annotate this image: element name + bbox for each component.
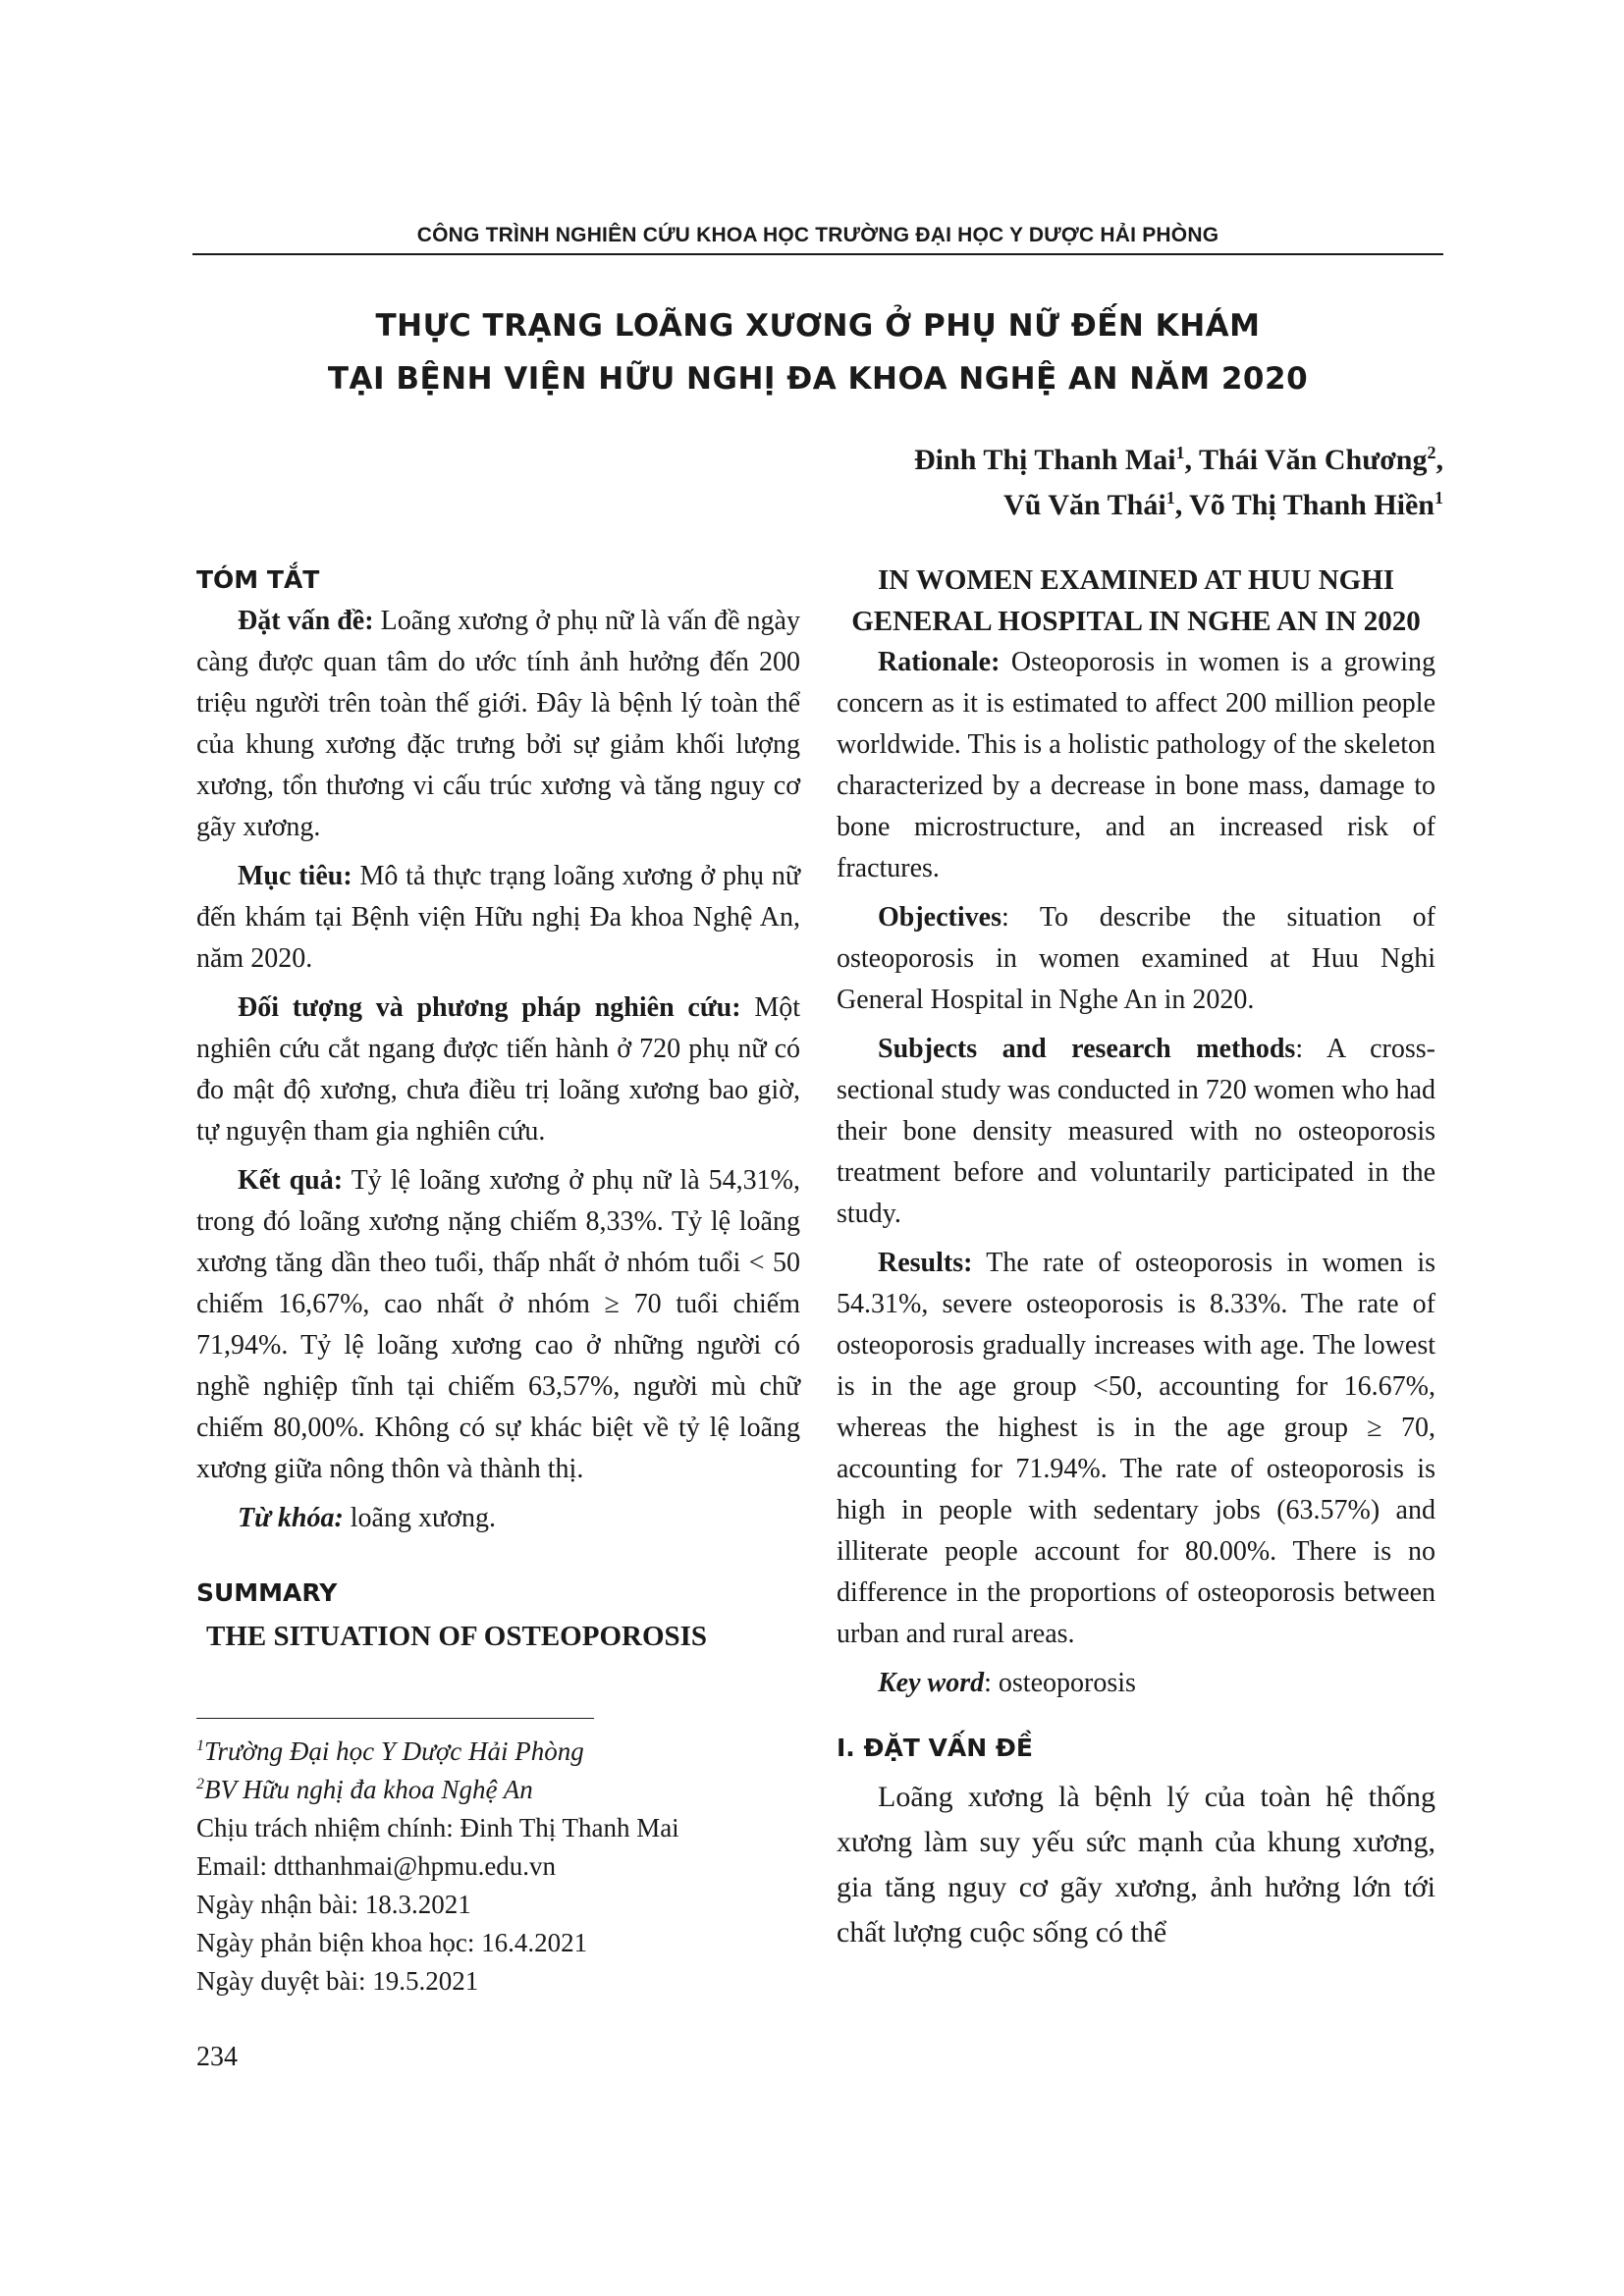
header-rule — [192, 253, 1443, 255]
intro-paragraph: Loãng xương là bệnh lý của toàn hệ thống xương làm suy yếu sức mạnh của khung xương, gia tăng nguy cơ gãy xương, ảnh hưởng lớn tới chất lượng cuộc sống có thể — [837, 1781, 1435, 1949]
en-abstract-methods — [837, 1029, 1435, 1235]
para-label: Kết quả: — [238, 1165, 344, 1196]
para-text: : To describe the situation of osteoporosis in women examined at Huu Nghi General Hospital in Nghe An in 2020. — [837, 902, 1435, 1015]
footnote-email: Email: dtthanhmai@hpmu.edu.vn — [196, 1851, 557, 1881]
left-column — [196, 560, 800, 1657]
footnote-rule — [196, 1718, 594, 1719]
vn-abstract-results — [196, 1160, 800, 1490]
author-list — [914, 438, 1443, 528]
vn-abstract-heading: TÓM TẮT — [196, 565, 320, 594]
running-header: CÔNG TRÌNH NGHIÊN CỨU KHOA HỌC TRƯỜNG ĐẠI HỌC Y DƯỢC HẢI PHÒNG — [416, 224, 1219, 246]
keyword-label: Key word — [878, 1668, 985, 1698]
en-abstract-objectives — [837, 897, 1435, 1021]
footnote-review-date: Ngày phản biện khoa học: 16.4.2021 — [196, 1928, 588, 1957]
keyword-text: loãng xương. — [343, 1503, 496, 1533]
affiliation-mark: 1 — [1175, 443, 1185, 462]
vn-abstract-objectives — [196, 856, 800, 980]
author-name: Đinh Thị Thanh Mai — [914, 444, 1176, 476]
author-name: , Thái Văn Chương — [1184, 444, 1428, 476]
footnote-affiliation-2 — [196, 1771, 800, 1809]
para-text: The rate of osteoporosis in women is 54.31%, severe osteoporosis is 8.33%. The rate of osteoporosis gradually increases with age. The lowest is in the age group <50, accounting for 16.67%, whereas the highest is in the age group ≥ 70, accounting for 71.94%. The rate of osteoporosis is high in people with sedentary jobs (63.57%) and illiterate people account for 80.00%. There is no difference in the proportions of osteoporosis between urban and rural areas. — [837, 1248, 1435, 1649]
vn-abstract-keywords — [196, 1498, 800, 1539]
keyword-label: Từ khóa: — [238, 1503, 344, 1533]
affiliation-mark: 2 — [1427, 443, 1436, 462]
affiliation-mark: 1 — [1165, 488, 1175, 507]
keyword-text: : osteoporosis — [984, 1668, 1136, 1698]
para-label: Mục tiêu: — [238, 861, 352, 891]
vn-abstract-methods — [196, 988, 800, 1152]
footnote-corresponding-author: Chịu trách nhiệm chính: Đinh Thị Thanh Mai — [196, 1813, 679, 1842]
author-separator: , — [1435, 444, 1443, 476]
en-abstract-title-part-2: IN WOMEN EXAMINED AT HUU NGHI GENERAL HOSPITAL IN NGHE AN IN 2020 — [851, 564, 1421, 637]
footnote-accepted-date: Ngày duyệt bài: 19.5.2021 — [196, 1966, 479, 1996]
para-label: Objectives — [878, 902, 1001, 933]
title-line-2: TẠI BỆNH VIỆN HỮU NGHỊ ĐA KHOA NGHỆ AN NĂM 2020 — [327, 361, 1309, 397]
intro-heading: I. ĐẶT VẤN ĐỀ — [837, 1734, 1033, 1762]
en-abstract-results — [837, 1243, 1435, 1655]
en-abstract-keywords — [837, 1663, 1435, 1704]
footnotes — [196, 1733, 800, 2001]
para-text: Tỷ lệ loãng xương ở phụ nữ là 54,31%, trong đó loãng xương nặng chiếm 8,33%. Tỷ lệ loãng xương tăng dần theo tuổi, thấp nhất ở nhóm tuổi < 50 chiếm 16,67%, cao nhất ở nhóm ≥ 70 tuổi chiếm 71,94%. Tỷ lệ loãng xương cao ở những người có nghề nghiệp tĩnh tại chiếm 63,57%, người mù chữ chiếm 80,00%. Không có sự khác biệt về tỷ lệ loãng xương giữa nông thôn và thành thị. — [196, 1165, 801, 1484]
authors-line-1 — [914, 438, 1443, 483]
para-text: Một nghiên cứu cắt ngang được tiến hành ở 720 phụ nữ có đo mật độ xương, chưa điều trị loãng xương bao giờ, tự nguyện tham gia nghiên cứu. — [196, 992, 800, 1147]
en-abstract-title-part-1: THE SITUATION OF OSTEOPOROSIS — [206, 1621, 708, 1652]
page-number: 234 — [196, 2042, 238, 2072]
para-label: Rationale: — [878, 647, 1001, 677]
title-line-1: THỰC TRẠNG LOÃNG XƯƠNG Ở PHỤ NỮ ĐẾN KHÁM — [375, 308, 1261, 344]
footnote-mark: 2 — [196, 1776, 204, 1792]
en-abstract-rationale — [837, 642, 1435, 889]
footnote-affiliation-1 — [196, 1733, 800, 1771]
author-name: Vũ Văn Thái — [1003, 489, 1166, 521]
para-label: Results: — [878, 1248, 973, 1278]
authors-line-2 — [914, 483, 1443, 528]
para-text: Mô tả thực trạng loãng xương ở phụ nữ đến khám tại Bệnh viện Hữu nghị Đa khoa Nghệ An, năm 2020. — [196, 861, 800, 974]
footnote-text: Trường Đại học Y Dược Hải Phòng — [204, 1736, 584, 1766]
para-text: : A cross-sectional study was conducted in 720 women who had their bone density measured with no osteoporosis treatment before and voluntarily participated in the study. — [837, 1034, 1436, 1229]
para-label: Đối tượng và phương pháp nghiên cứu: — [238, 992, 741, 1023]
footnote-mark: 1 — [196, 1737, 204, 1754]
affiliation-mark: 1 — [1435, 488, 1443, 507]
footnote-received-date: Ngày nhận bài: 18.3.2021 — [196, 1890, 471, 1919]
para-text: Loãng xương ở phụ nữ là vấn đề ngày càng được quan tâm do ước tính ảnh hưởng đến 200 triệu người trên toàn thế giới. Đây là bệnh lý toàn thể của khung xương đặc trưng bởi sự giảm khối lượng xương, tổn thương vi cấu trúc xương và tăng nguy cơ gãy xương. — [196, 606, 800, 842]
en-abstract-heading: SUMMARY — [196, 1578, 338, 1607]
right-column — [837, 560, 1435, 1955]
author-name: , Võ Thị Thanh Hiền — [1174, 489, 1435, 521]
para-label: Subjects and research methods — [878, 1034, 1296, 1064]
footnote-text: BV Hữu nghị đa khoa Nghệ An — [204, 1775, 533, 1804]
para-text: Osteoporosis in women is a growing concern as it is estimated to affect 200 million people worldwide. This is a holistic pathology of the skeleton characterized by a decrease in bone mass, damage to bone microstructure, and an increased risk of fractures. — [837, 647, 1435, 883]
article-title — [192, 299, 1443, 405]
vn-abstract-rationale — [196, 601, 800, 848]
para-label: Đặt vấn đề: — [238, 606, 374, 636]
